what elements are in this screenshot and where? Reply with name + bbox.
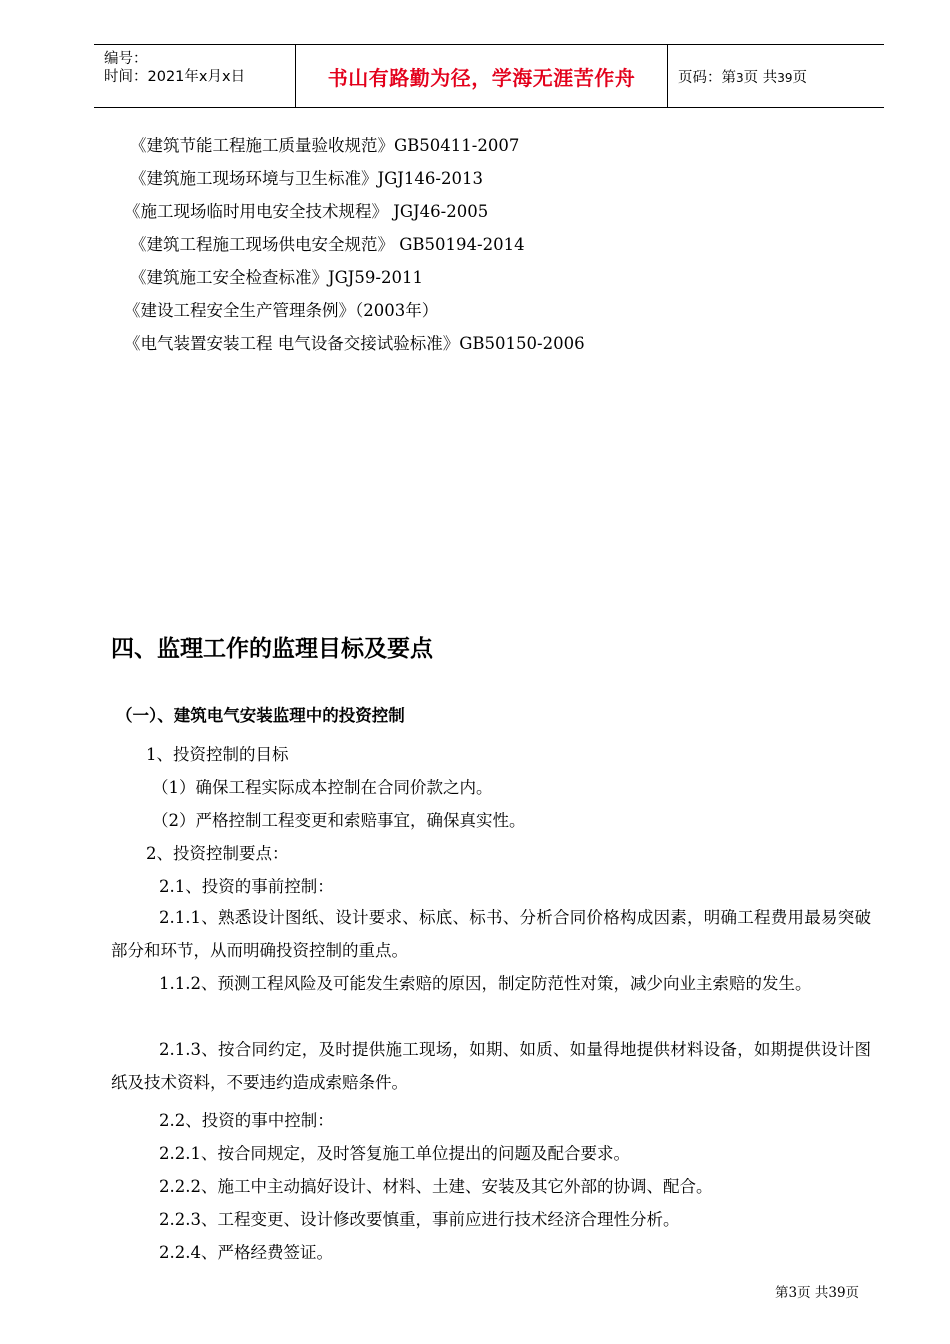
section-heading: 四、监理工作的监理目标及要点 (111, 636, 433, 662)
page-prefix: 页码：第 (678, 69, 736, 86)
body-paragraph: 2.2.1、按合同规定，及时答复施工单位提出的问题及配合要求。 (159, 1144, 630, 1163)
reference-item: 《建筑工程施工现场供电安全规范》 GB50194-2014 (130, 235, 525, 254)
reference-item: 《电气装置安装工程 电气设备交接试验标准》GB50150-2006 (124, 334, 585, 353)
page-suffix: 页 (792, 69, 808, 86)
body-paragraph: （2）严格控制工程变更和索赔事宜，确保真实性。 (152, 811, 526, 830)
body-paragraph: 2.2.3、工程变更、设计修改要慎重，事前应进行技术经济合理性分析。 (159, 1210, 680, 1229)
subsection-heading: （一）、建筑电气安装监理中的投资控制 (116, 706, 405, 725)
body-paragraph: 2、投资控制要点： (146, 844, 289, 863)
reference-item: 《施工现场临时用电安全技术规程》 JGJ46-2005 (124, 202, 489, 221)
page-total: 39 (777, 70, 793, 85)
body-paragraph: 2.1.1、熟悉设计图纸、设计要求、标底、标书、分析合同价格构成因素，明确工程费用最易突破部分和环节，从而明确投资控制的重点。 (111, 908, 871, 960)
header-page-cell (668, 45, 884, 107)
page-footer: 第3页 共39页 (775, 1285, 860, 1301)
body-paragraph: 1、投资控制的目标 (146, 745, 289, 764)
header-motto: 书山有路勤为径，学海无涯苦作舟 (327, 65, 636, 90)
reference-item: 《建筑节能工程施工质量验收规范》GB50411-2007 (130, 136, 520, 155)
header-meta-cell (94, 45, 295, 107)
body-paragraph: 1.1.2、预测工程风险及可能发生索赔的原因，制定防范性对策，减少向业主索赔的发生。 (159, 974, 812, 993)
body-paragraph: 2.1.3、按合同约定，及时提供施工现场，如期、如质、如量得地提供材料设备，如期提供设计图纸及技术资料，不要违约造成索赔条件。 (111, 1040, 871, 1092)
page-current: 3 (736, 70, 744, 85)
body-paragraph: （1）确保工程实际成本控制在合同价款之内。 (152, 778, 493, 797)
header-page-number (678, 66, 807, 87)
body-paragraph: 2.2、投资的事中控制： (159, 1111, 334, 1130)
body-paragraph: 2.2.4、严格经费签证。 (159, 1243, 333, 1262)
reference-item: 《建筑施工现场环境与卫生标准》JGJ146-2013 (130, 169, 483, 188)
document-code-label: 编号： (104, 51, 148, 67)
reference-item: 《建设工程安全生产管理条例》（2003年） (124, 301, 439, 320)
reference-item: 《建筑施工安全检查标准》JGJ59-2011 (130, 268, 423, 287)
body-paragraph: 2.1、投资的事前控制： (159, 877, 334, 896)
document-time-label: 时间：2021年x月x日 (104, 69, 246, 85)
page-mid: 页 共 (743, 69, 778, 86)
body-paragraph: 2.2.2、施工中主动搞好设计、材料、土建、安装及其它外部的协调、配合。 (159, 1177, 713, 1196)
page-header (94, 44, 884, 108)
header-motto-cell (295, 45, 668, 107)
